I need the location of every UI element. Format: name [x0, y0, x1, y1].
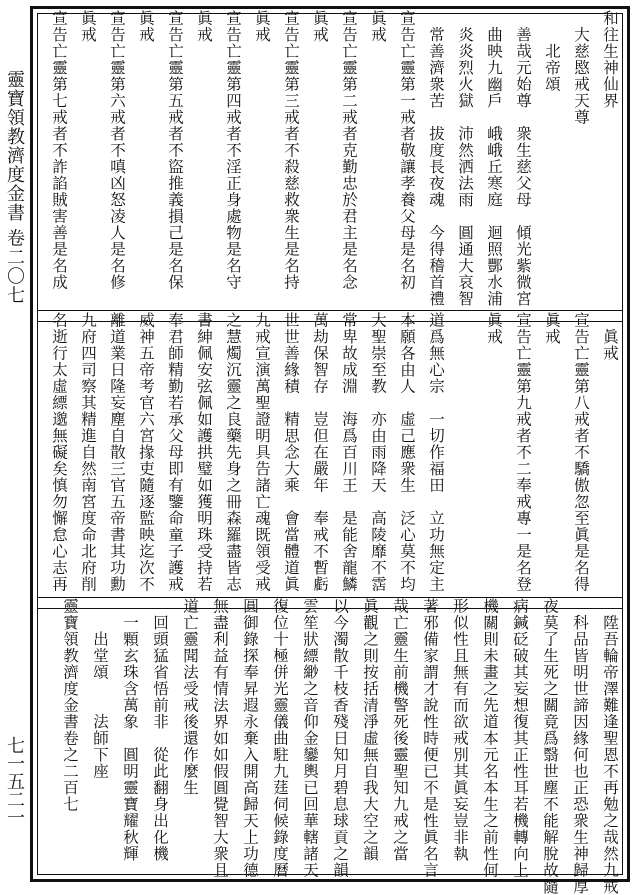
text-column: 雲笙狀縹緲之音仰金鑾輿已回華轄諸天: [301, 598, 319, 879]
text-column: 以今濁散千枝香殘日知月碧息球貢之韻: [331, 598, 349, 879]
text-column: 宣告亡靈第三戒者不殺慈救衆生是名持: [282, 10, 300, 291]
text-column: 哉亡靈生前機警死後靈聖知九戒之當: [391, 598, 409, 862]
text-column: 威神五帝考官六宮掾吏隨逐監映迄次不: [137, 312, 155, 593]
text-column: 科品皆明世諦因緣何也正恐衆生神歸厚: [571, 598, 589, 895]
text-column: 大聖崇至教 亦由雨降天 高陵靡不霑: [369, 312, 387, 593]
text-column: 宣告亡靈第一戒者敬讓孝養父母是名初: [398, 10, 416, 291]
text-column: 眞戒: [195, 10, 213, 43]
text-column: 眞戒: [79, 10, 97, 43]
text-column: 世世善緣積 精思念大乘 會當體道眞: [282, 312, 300, 593]
text-column: 夜莫了生死之關竟爲翳世塵不能解脫故隨: [541, 598, 559, 895]
text-column: 書紳佩安弦佩如護拱璧如獲明珠受持若: [195, 312, 213, 593]
text-column: 本願各由人 虛己應衆生 泛心莫不均: [398, 312, 416, 593]
text-band-top: [36, 10, 624, 307]
text-column: 著邪備家謂才說性時便已不是性眞名言: [421, 598, 439, 879]
text-band-bottom: [36, 598, 624, 895]
text-column: 善哉元始尊 衆生慈父母 傾光紫微宮: [514, 10, 532, 307]
text-column: 和往生神仙界: [601, 10, 619, 109]
text-column: 宣告亡靈第四戒者不淫正身處物是名守: [224, 10, 242, 291]
text-column: 眞戒: [485, 312, 503, 345]
text-column: 常善濟衆苦 拔度長夜魂 今得稽首禮: [427, 10, 445, 307]
text-column: 陞吾輪帝澤難逢聖恩不再勉之哉然九戒: [601, 598, 619, 895]
text-column: 宣告亡靈第二戒者克勤忠於君主是名念: [340, 10, 358, 291]
text-column: 一顆玄珠含萬象 圓明靈寶耀秋輝: [121, 598, 139, 862]
text-column: 常卑故成淵 海爲百川王 是能舍龍鱗: [340, 312, 358, 593]
text-column: 病鍼砭破其妄想復其正性耳若機轉向上: [511, 598, 529, 879]
text-column: 北帝頌: [543, 10, 561, 93]
text-column: 曲映九幽戶 峨峨丘寒庭 迴照酆水浦: [485, 10, 503, 307]
text-column: 靈寶領教濟度金書卷之二百七: [61, 598, 79, 813]
text-column: 回頭猛省悟前非 從此翻身出化機: [151, 598, 169, 862]
text-column: 形似性且無有而欲戒別其眞妄豈非執: [451, 598, 469, 862]
margin-book-title: 靈寶領教濟度金書 卷二〇七: [4, 70, 25, 305]
text-column: 宣告亡靈第六戒者不嗔凶怒凌人是名修: [108, 10, 126, 291]
text-column: 眞戒: [543, 312, 561, 345]
text-column: 宣告亡靈第七戒者不詐諂賊害善是名成: [50, 10, 68, 291]
text-column: 眞戒: [311, 10, 329, 43]
text-column: 眞戒: [369, 10, 387, 43]
text-column: 九戒宣演萬聖證明具告諸亡魂既領受戒: [253, 312, 271, 593]
text-column: 出堂頌 法師下座: [91, 598, 109, 780]
text-column: 機關則未畫之先道本元名本生之前性何: [481, 598, 499, 879]
text-column: 道爲無心宗 一切作福田 立功無定主: [427, 312, 445, 593]
text-column: 名逝行太虛縹邈無礙矣慎勿懈怠心志再: [50, 312, 68, 593]
text-column: 復位十極併光靈儀曲駐九莛伺候錄度曆: [271, 598, 289, 879]
margin-page-number: 七一五二一: [4, 736, 25, 826]
text-column: 無盡利益有情法界如如假圓覺智大衆且: [211, 598, 229, 879]
text-column: 離道業日隆妄塵自散三官五帝書其功勳: [108, 312, 126, 593]
text-column: 眞戒: [137, 10, 155, 43]
text-column: 之慧燭沉靈之良藥先身之冊森羅盡皆志: [224, 312, 242, 593]
text-column: [450, 312, 479, 594]
text-column: 炎炎烈火獄 沛然洒法雨 圓通大哀智: [456, 10, 474, 307]
text-column: 眞戒: [253, 10, 271, 43]
text-column: 宣告亡靈第九戒者不二奉戒專一是名登: [514, 312, 532, 593]
text-column: 萬劫保智存 豈但在嚴年 奉戒不暫虧: [311, 312, 329, 593]
text-band-middle: [36, 312, 624, 594]
text-column: 眞觀之則按括清淨虛無自我大空之韻: [361, 598, 379, 862]
text-column: 奉君師精勤若承父母即有鑒命童子護戒: [166, 312, 184, 593]
text-column: 大慈愍戒天尊: [572, 10, 590, 126]
text-column: 道亡靈聞法受戒後還作麼生: [181, 598, 199, 796]
text-column: 眞戒: [601, 312, 619, 362]
text-column: 圓御錄探奉昇遐永棄入開高歸天上功德: [241, 598, 259, 879]
text-column: 宣告亡靈第八戒者不驕傲忽至眞是名得: [572, 312, 590, 593]
text-column: 九府四司察其精進自然南宮度命北府削: [79, 312, 97, 593]
text-column: 宣告亡靈第五戒者不盜推義損己是名保: [166, 10, 184, 291]
